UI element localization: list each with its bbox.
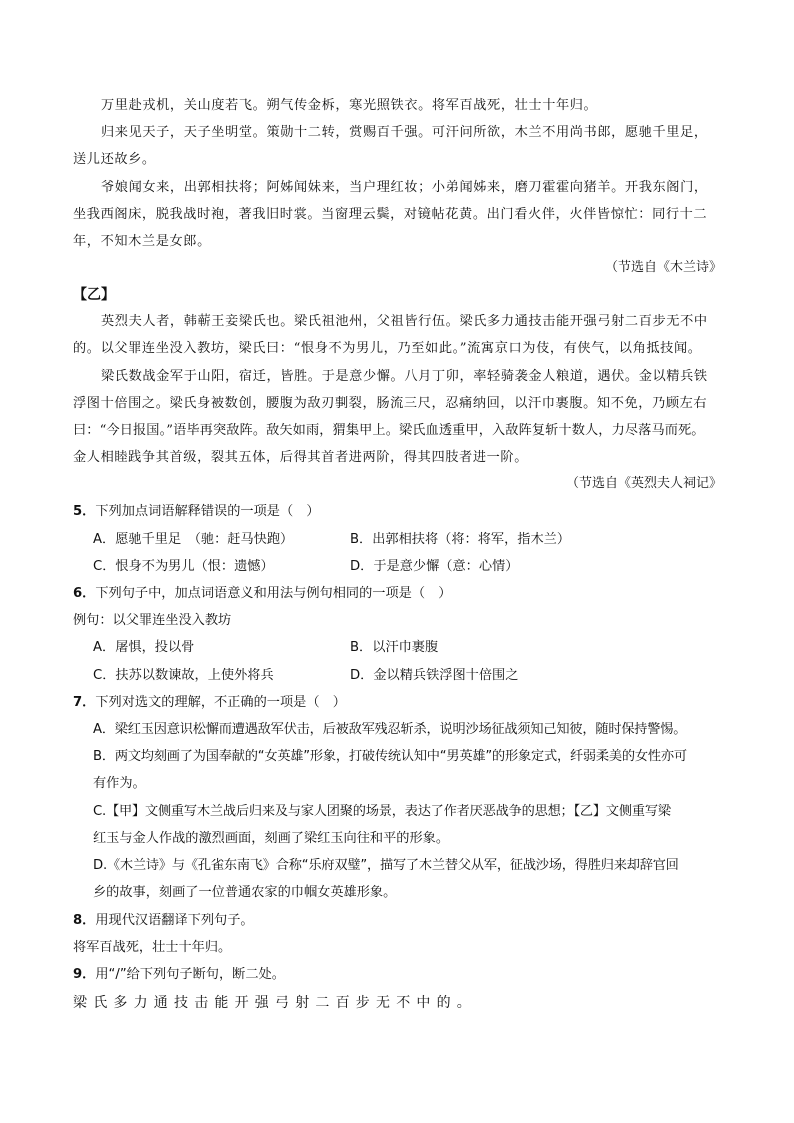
question-7-option-b[interactable]: B．两文均刻画了为国奉献的“女英雄”形象，打破传统认知中“男英雄”的形象定式，纤弱柔美的女性亦可 <box>93 749 687 764</box>
question-6-stem <box>73 584 451 604</box>
question-7-option-c[interactable]: C.【甲】文侧重写木兰战后归来及与家人团聚的场景，表达了作者厌恶战争的思想；【乙】文侧重写梁 <box>93 804 671 819</box>
yi-line-2: 的。以父罪连坐没入教坊，梁氏曰：“恨身不为男儿，乃至如此。”流寓京口为伎，有侠气，以角抵技闻。 <box>73 341 702 356</box>
yi-line-6: 金人相睦践争其首级，裂其五体，后得其首者进两阶，得其四肢者进一阶。 <box>73 450 528 465</box>
question-6-number: 6． <box>73 586 96 601</box>
question-5-stem <box>73 502 320 522</box>
question-7-text: 下列对选文的理解，不正确的一项是（ ） <box>95 695 346 710</box>
question-6-example: 例句：以父罪连坐没入教坊 <box>73 613 232 628</box>
question-7-option-b-cont[interactable]: 有作为。 <box>93 776 146 791</box>
yi-line-5: 曰：“今日报国。”语毕再突敌阵。敌矢如雨，猬集甲上。梁氏血透重甲，入敌阵复斩十数人，力尽落马而死。 <box>73 423 705 438</box>
question-9-sentence: 梁氏多力通技击能开强弓射二百步无不中的。 <box>73 995 477 1011</box>
jia-line-2: 归来见天子，天子坐明堂。策勋十二转，赏赐百千强。可汗问所欲，木兰不用尚书郎，愿驰千里足， <box>101 125 708 140</box>
jia-line-3: 送儿还故乡。 <box>73 152 156 167</box>
question-7-option-c-cont[interactable]: 红玉与金人作战的激烈画面，刻画了梁红玉向往和平的形象。 <box>93 831 450 846</box>
question-8-text: 用现代汉语翻译下列句子。 <box>95 913 254 928</box>
question-5-option-b[interactable]: B．出郭相扶将（将：将军，指木兰） <box>350 532 571 547</box>
yi-line-4: 浮图十倍围之。梁氏身被数创，腰腹为敌刃剚裂，肠流三尺，忍痛纳回，以汗巾裹腹。知不免，乃顾左右 <box>73 396 708 411</box>
question-9-number: 9． <box>73 967 96 982</box>
question-7-option-d[interactable]: D.《木兰诗》与《孔雀东南飞》合称“乐府双璧”，描写了木兰替父从军，征战沙场，得胜归来却辞官回 <box>93 858 679 873</box>
jia-line-6: 年，不知木兰是女郎。 <box>73 234 211 249</box>
question-6-option-b[interactable]: B．以汗巾裹腹 <box>350 640 439 655</box>
question-7-option-d-cont[interactable]: 乡的故事，刻画了一位普通农家的巾帼女英雄形象。 <box>93 885 397 900</box>
question-5-option-d[interactable]: D．于是意少懈（意：心情） <box>350 559 519 574</box>
question-6-text: 下列句子中，加点词语意义和用法与例句相同的一项是（ ） <box>95 586 452 601</box>
question-7-option-a[interactable]: A．梁红玉因意识松懈而遭遇敌军伏击，后被敌军残忍斩杀，说明沙场征战须知己知彼，随时保持警惕。 <box>93 722 687 737</box>
question-5-option-a[interactable]: A．愿驰千里足 （驰：赶马快跑） <box>93 532 294 547</box>
question-6-option-c[interactable]: C．扶苏以数谏故，上使外将兵 <box>93 668 274 683</box>
question-5-option-c[interactable]: C．恨身不为男儿（恨：遗憾） <box>93 559 274 574</box>
jia-source: （节选自《木兰诗》 <box>604 260 722 275</box>
question-9-text: 用“/”给下列句子断句，断二处。 <box>95 967 285 982</box>
question-7-stem <box>73 693 346 713</box>
question-9-stem <box>73 965 285 985</box>
question-7-number: 7． <box>73 695 96 710</box>
question-8-stem <box>73 911 254 931</box>
jia-line-4: 爷娘闻女来，出郭相扶将；阿姊闻妹来，当户理红妆；小弟闻姊来，磨刀霍霍向猪羊。开我东阁门， <box>101 180 708 195</box>
question-5-number: 5． <box>73 504 96 519</box>
question-8-number: 8． <box>73 913 96 928</box>
jia-line-1: 万里赴戎机，关山度若飞。朔气传金柝，寒光照铁衣。将军百战死，壮士十年归。 <box>101 98 598 113</box>
question-5-text: 下列加点词语解释错误的一项是（ ） <box>95 504 320 519</box>
question-6-option-a[interactable]: A．屠惧，投以骨 <box>93 640 195 655</box>
jia-line-5: 坐我西阁床，脱我战时袍，著我旧时裳。当窗理云鬓，对镜帖花黄。出门看火伴，火伴皆惊忙：同行十二 <box>73 207 708 222</box>
yi-line-1: 英烈夫人者，韩蕲王妾梁氏也。梁氏祖池州，父祖皆行伍。梁氏多力通技击能开强弓射二百步无不中 <box>101 314 708 329</box>
yi-line-3: 梁氏数战金军于山阳，宿迁，皆胜。于是意少懈。八月丁卯，率轻骑袭金人粮道，遇伏。金以精兵铁 <box>101 369 708 384</box>
yi-source: （节选自《英烈夫人祠记》 <box>565 476 722 491</box>
yi-marker: 【乙】 <box>73 287 115 303</box>
question-8-sentence: 将军百战死，壮士十年归。 <box>73 940 232 955</box>
question-6-option-d[interactable]: D．金以精兵铁浮图十倍围之 <box>350 668 519 683</box>
